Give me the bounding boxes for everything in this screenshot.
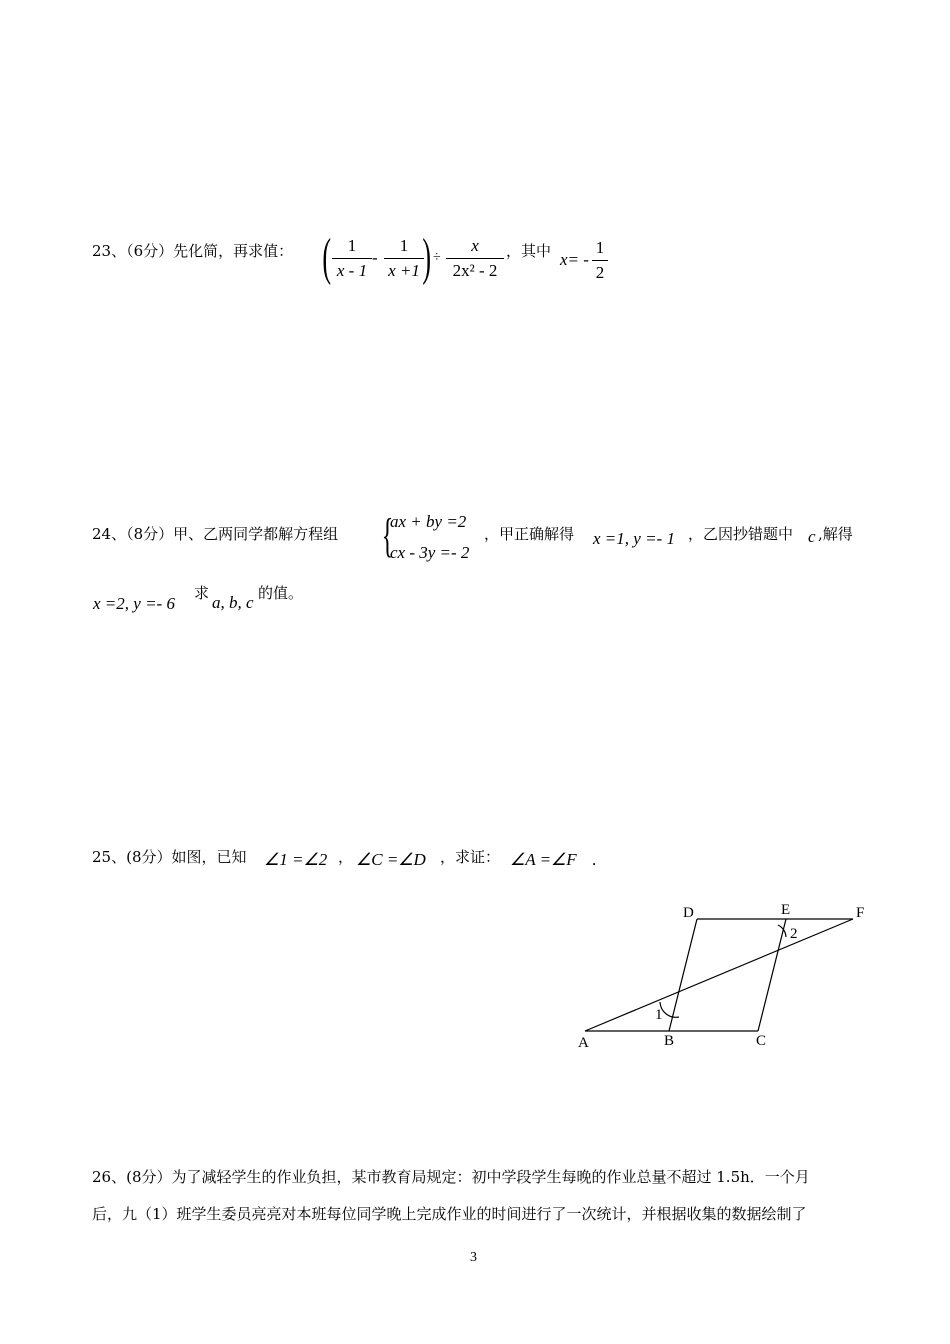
q24-prompt: 24、（8分）甲、乙两同学都解方程组 (92, 525, 339, 543)
q24-vars: a, b, c (212, 593, 254, 612)
q25-comma: ， (338, 848, 354, 866)
label-B: B (664, 1033, 675, 1049)
q23-left-paren: ( (322, 229, 331, 286)
line-BD (669, 919, 697, 1031)
q24-sol2: x =2, y =- 6 (93, 594, 175, 613)
q23-frac2: 1 x +1 (384, 236, 424, 281)
q24-eq2: cx - 3y =- 2 (390, 543, 470, 562)
q23-divide: ÷ (433, 250, 441, 265)
line-CE (758, 919, 786, 1031)
q24-ask: 求 (194, 584, 210, 602)
label-F: F (856, 905, 865, 921)
q26-line2: 后，九（1）班学生委员亮亮对本班每位同学晚上完成作业的时间进行了一次统计，并根据收集的数据绘制了 (92, 1205, 807, 1223)
q25-prove: ，求证： (440, 848, 501, 866)
q23-where: ，其中 (506, 242, 552, 260)
q23-frac3: x 2x² - 2 (446, 236, 504, 281)
line-AF (585, 919, 853, 1031)
q23-prompt: 23、（6分）先化简，再求值： (92, 242, 294, 260)
q24-sol1: x =1, y =- 1 (593, 529, 675, 548)
label-C: C (756, 1033, 767, 1049)
label-E: E (781, 902, 791, 918)
q24-mid3: ,解得 (818, 525, 853, 543)
q23-x-eq: x= - (560, 250, 589, 269)
q24-c: c (808, 527, 816, 546)
label-angle-2: 2 (790, 926, 798, 942)
q24-brace: { (381, 509, 394, 562)
label-D: D (683, 905, 694, 921)
q23-right-paren: ) (422, 229, 431, 286)
q23-minus: - (372, 248, 378, 267)
q25-cond2: ∠C =∠D (356, 850, 426, 869)
q25-period: . (592, 850, 597, 869)
q24-mid2: ，乙因抄错题中 (688, 525, 794, 543)
q24-eq1: ax + by =2 (390, 512, 467, 531)
q23-frac1: 1 x - 1 (332, 236, 372, 281)
q25-prompt: 25、(8分）如图，已知 (92, 848, 247, 866)
label-angle-1: 1 (655, 1007, 663, 1023)
q23-xval: 1 2 (592, 238, 608, 283)
q26-line1: 26、(8分）为了减轻学生的作业负担，某市教育局规定：初中学段学生每晚的作业总量不超过 1.5h．一个月 (92, 1168, 810, 1186)
q24-end: 的值。 (258, 584, 304, 602)
q25-cond1: ∠1 =∠2 (264, 850, 328, 869)
page-number: 3 (470, 1250, 477, 1265)
q24-mid: ，甲正确解得 (484, 525, 575, 543)
q25-goal: ∠A =∠F (510, 850, 577, 869)
label-A: A (578, 1035, 589, 1051)
